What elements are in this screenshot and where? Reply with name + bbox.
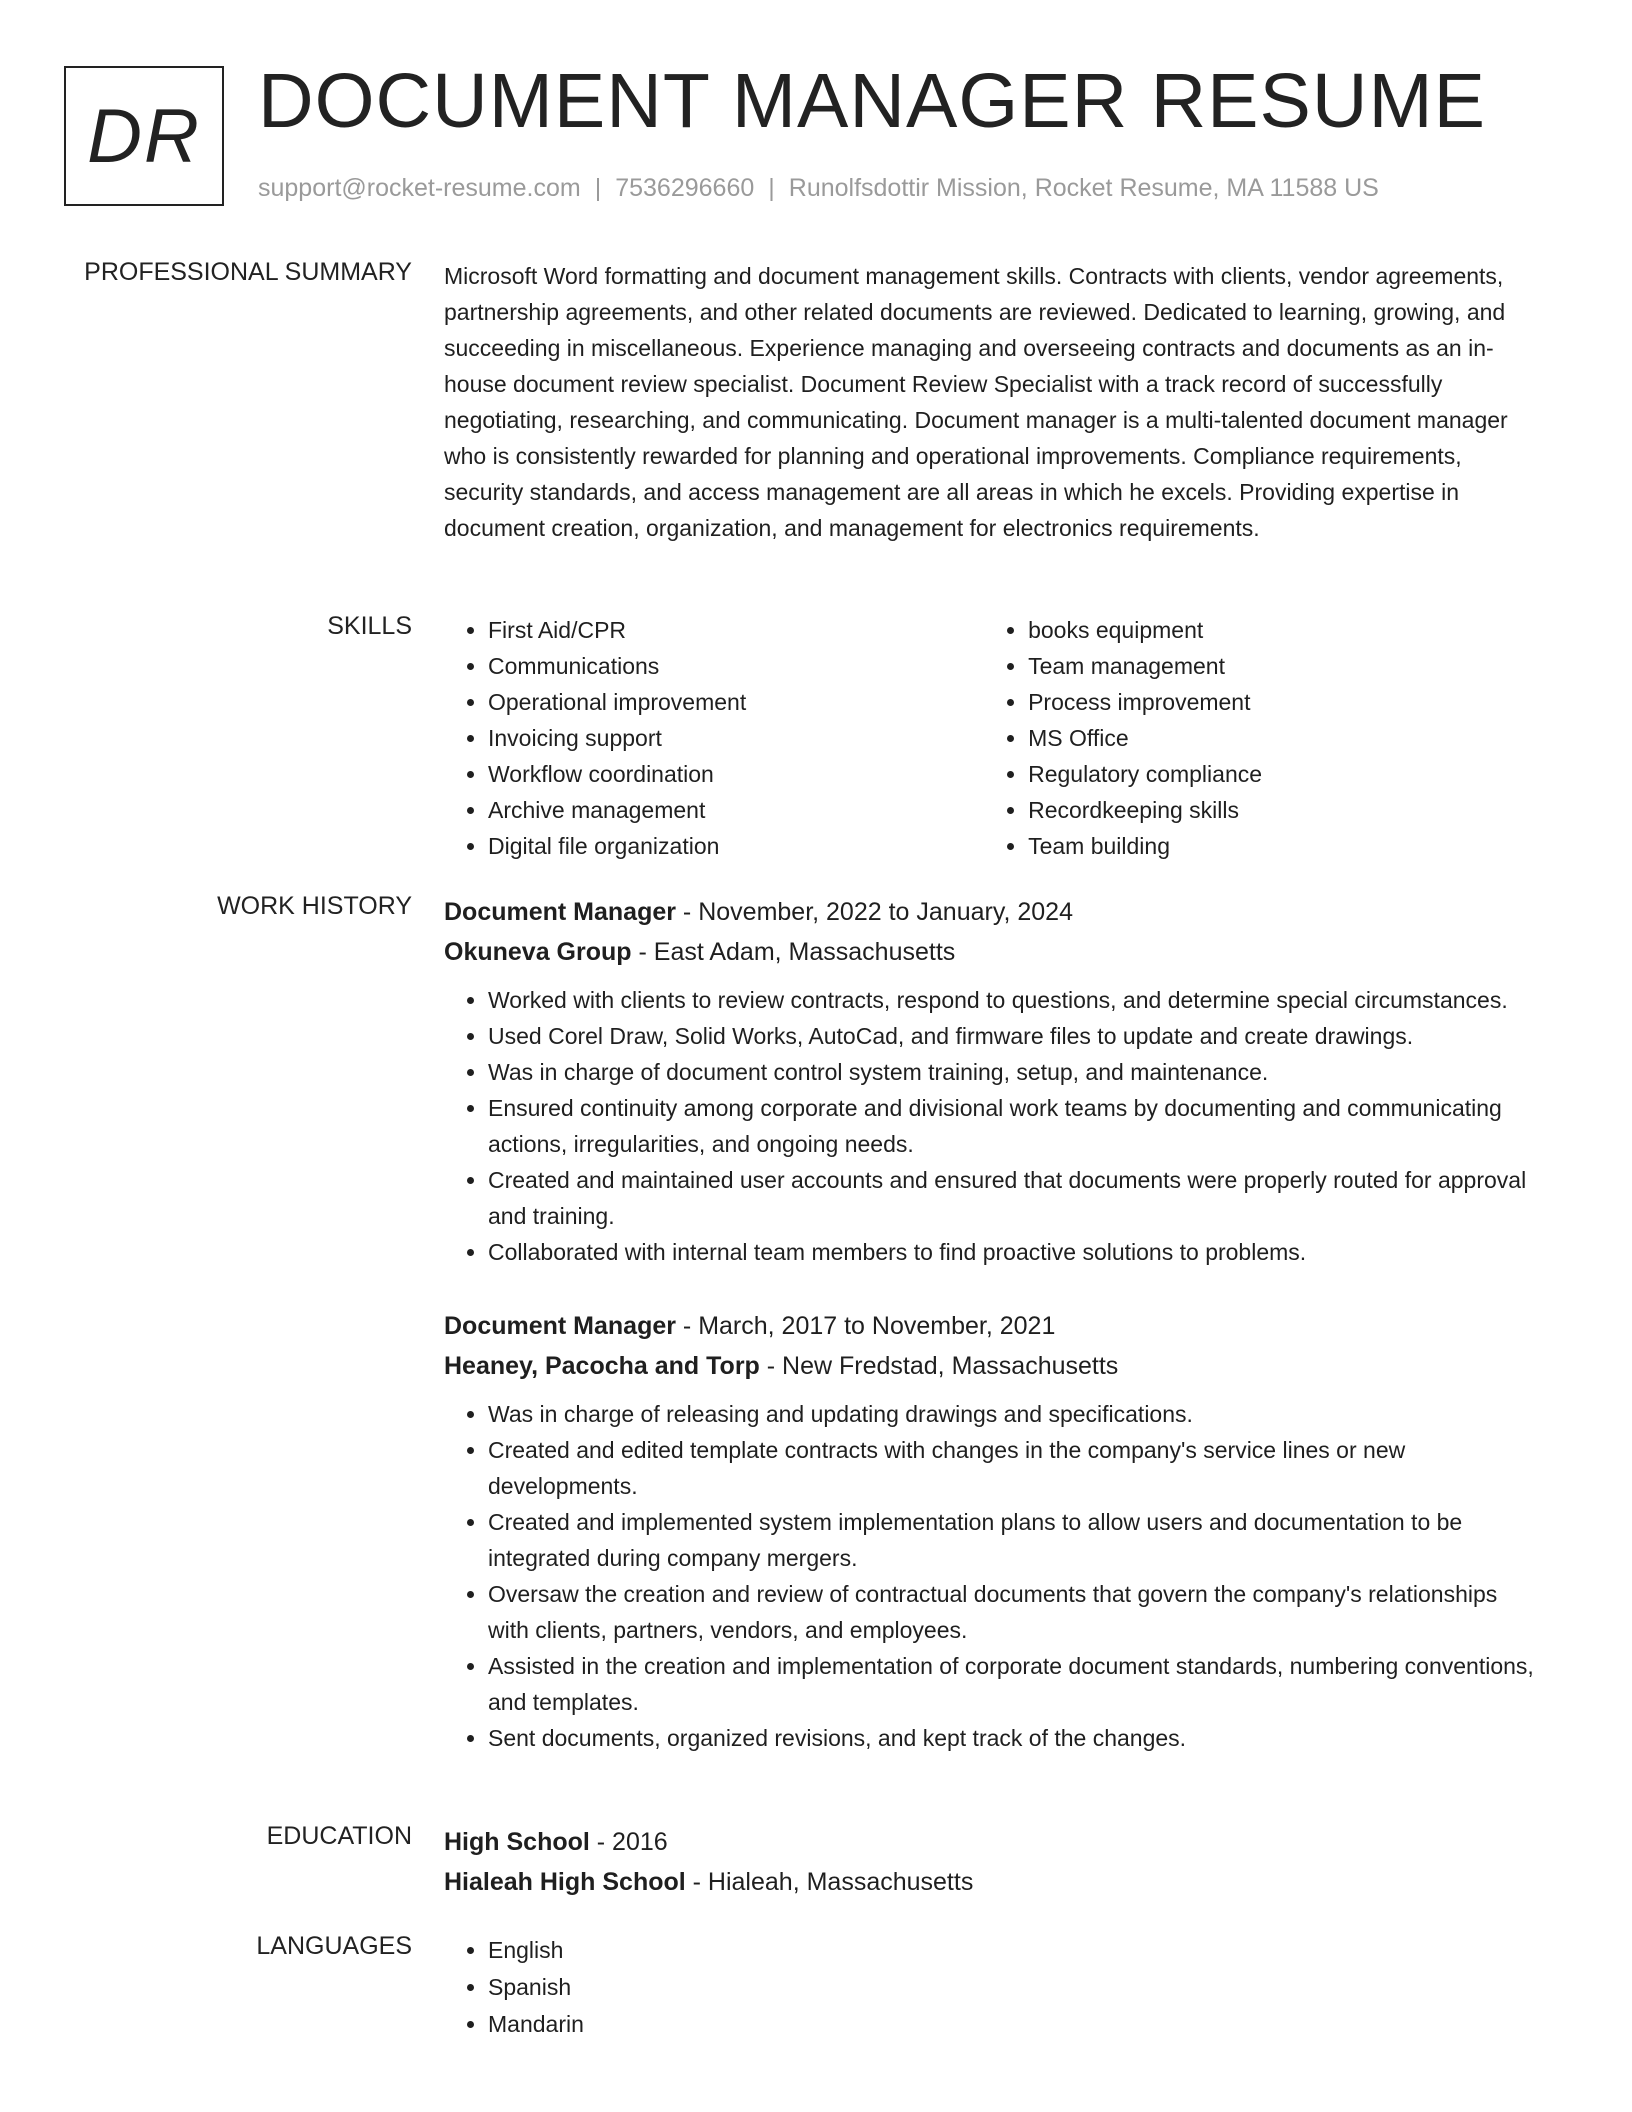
monogram: DR xyxy=(64,66,224,206)
list-item: • Oversaw the creation and review of contractual documents that govern the company's relationships with clients, partners, vendors, and employees. xyxy=(488,1576,1544,1648)
work-label: WORK HISTORY xyxy=(217,892,412,920)
job-title-line xyxy=(444,892,1544,932)
list-item: • Was in charge of document control system training, setup, and maintenance. xyxy=(488,1054,1544,1090)
job-title-line xyxy=(444,1306,1544,1346)
contact-phone: 7536296660 xyxy=(615,174,755,202)
job-entry xyxy=(444,1306,1544,1756)
list-item: • Invoicing support xyxy=(488,720,984,756)
list-item: • Team management xyxy=(1028,648,1544,684)
contact-email: support@rocket-resume.com xyxy=(258,174,581,202)
education-school: Hialeah High School xyxy=(444,1868,686,1896)
list-item: • Created and edited template contracts with changes in the company's service lines or new developments. xyxy=(488,1432,1544,1504)
education-degree-line xyxy=(444,1822,1544,1862)
job-location: - New Fredstad, Massachusetts xyxy=(759,1352,1119,1380)
languages-list xyxy=(444,1932,1544,2043)
languages-label: LANGUAGES xyxy=(256,1932,412,1960)
list-item: • Created and implemented system implementation plans to allow users and documentation to be integrated during company mergers. xyxy=(488,1504,1544,1576)
summary-label: PROFESSIONAL SUMMARY xyxy=(84,258,412,286)
list-item: • Was in charge of releasing and updating drawings and specifications. xyxy=(488,1396,1544,1432)
list-item: • Used Corel Draw, Solid Works, AutoCad, and firmware files to update and create drawings. xyxy=(488,1018,1544,1054)
job-bullets xyxy=(444,1396,1544,1756)
contact-address: Runolfsdottir Mission, Rocket Resume, MA 11588 US xyxy=(788,174,1379,202)
list-item: • Regulatory compliance xyxy=(1028,756,1544,792)
list-item: • Spanish xyxy=(488,1969,1544,2006)
contact-separator: | xyxy=(768,174,775,202)
contact-line xyxy=(258,174,1379,203)
job-location: - East Adam, Massachusetts xyxy=(631,938,956,966)
skills-label: SKILLS xyxy=(327,612,412,640)
job-company-line xyxy=(444,932,1544,972)
job-company: Heaney, Pacocha and Torp xyxy=(444,1352,760,1380)
contact-separator: | xyxy=(594,174,602,202)
summary-text: Microsoft Word formatting and document management skills. Contracts with clients, vendor agreements, partnership agreements, and other related documents are reviewed. Dedicated to learning, growing, and succeeding in miscellaneous. Experience managing and overseeing contracts and documents as an in-house document review specialist. Document Review Specialist with a track record of successfully negotiating, researching, and communicating. Document manager is a multi-talented document manager who is consistently rewarded for planning and operational improvements. Compliance requirements, security standards, and access management are all areas in which he excels. Providing expertise in document creation, organization, and management for electronics requirements. xyxy=(444,263,1508,541)
list-item: • Ensured continuity among corporate and divisional work teams by documenting and communicating actions, irregularities, and ongoing needs. xyxy=(488,1090,1544,1162)
list-item: • Collaborated with internal team members to find proactive solutions to problems. xyxy=(488,1234,1544,1270)
list-item: • Assisted in the creation and implementation of corporate document standards, numbering conventions, and templates. xyxy=(488,1648,1544,1720)
list-item: • Process improvement xyxy=(1028,684,1544,720)
education-school-line xyxy=(444,1862,1544,1902)
job-title: Document Manager xyxy=(444,898,676,926)
list-item: • Recordkeeping skills xyxy=(1028,792,1544,828)
education-label: EDUCATION xyxy=(266,1822,412,1850)
education-location: - Hialeah, Massachusetts xyxy=(685,1868,974,1896)
job-entry xyxy=(444,892,1544,1270)
list-item: • books equipment xyxy=(1028,612,1544,648)
list-item: • English xyxy=(488,1932,1544,1969)
list-item: • First Aid/CPR xyxy=(488,612,984,648)
list-item: • Sent documents, organized revisions, and kept track of the changes. xyxy=(488,1720,1544,1756)
skills-list-right xyxy=(984,612,1544,864)
job-title: Document Manager xyxy=(444,1312,676,1340)
job-dates: - November, 2022 to January, 2024 xyxy=(675,898,1073,926)
list-item: • Archive management xyxy=(488,792,984,828)
list-item: • Worked with clients to review contracts, respond to questions, and determine special circumstances. xyxy=(488,982,1544,1018)
job-bullets xyxy=(444,982,1544,1270)
job-company: Okuneva Group xyxy=(444,938,632,966)
list-item: • Digital file organization xyxy=(488,828,984,864)
list-item: • MS Office xyxy=(1028,720,1544,756)
education-year: - 2016 xyxy=(589,1828,668,1856)
list-item: • Mandarin xyxy=(488,2006,1544,2043)
list-item: • Communications xyxy=(488,648,984,684)
list-item: • Operational improvement xyxy=(488,684,984,720)
job-dates: - March, 2017 to November, 2021 xyxy=(675,1312,1056,1340)
skills-list-left xyxy=(444,612,984,864)
list-item: • Created and maintained user accounts and ensured that documents were properly routed for approval and training. xyxy=(488,1162,1544,1234)
education-degree: High School xyxy=(444,1828,590,1856)
page-title: DOCUMENT MANAGER RESUME xyxy=(258,58,1487,144)
job-company-line xyxy=(444,1346,1544,1386)
list-item: • Team building xyxy=(1028,828,1544,864)
list-item: • Workflow coordination xyxy=(488,756,984,792)
